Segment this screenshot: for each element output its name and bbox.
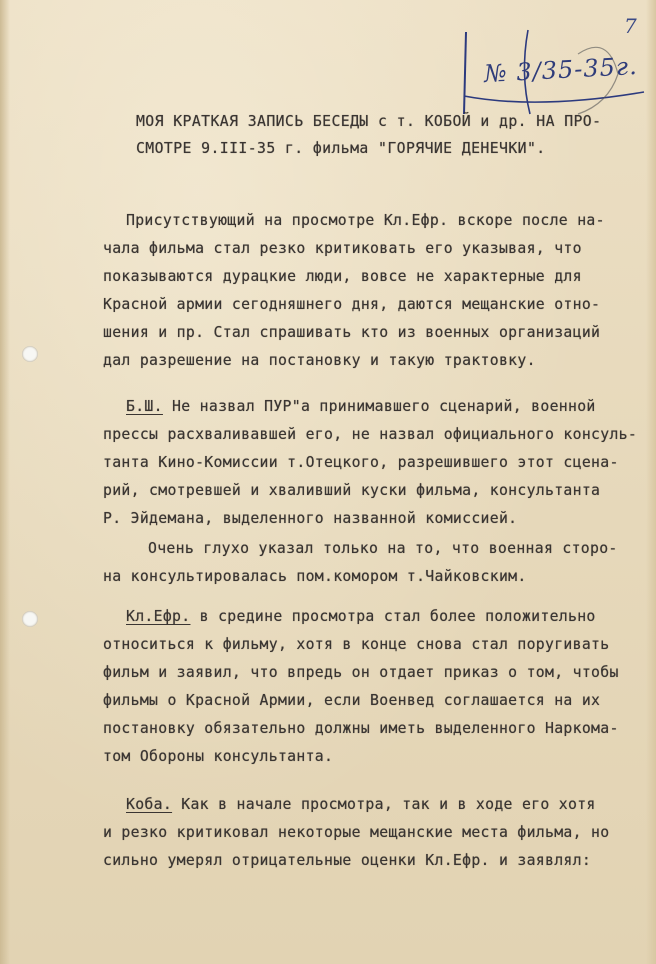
- text-line: танта Кино-Комиссии т.Отецкого, разрешившего этот сцена-: [103, 454, 619, 471]
- text-line: фильмы о Красной Армии, если Военвед соглашается на их: [103, 692, 601, 709]
- paper-edge-left: [0, 0, 10, 964]
- text-line: чала фильма стал резко критиковать его указывая, что: [103, 240, 582, 257]
- text-line: Р. Эйдемана, выделенного названной комиссией.: [103, 510, 518, 527]
- punch-hole-bottom: [22, 611, 38, 627]
- speaker-label: Коба.: [126, 796, 173, 813]
- text-line: сильно умерял отрицательные оценки Кл.Ефр. и заявлял:: [103, 852, 592, 869]
- speaker-label: Кл.Ефр.: [126, 608, 191, 625]
- text-line: в средине просмотра стал более положительно: [190, 608, 596, 625]
- text-line: на консультировалась пом.комором т.Чайковским.: [103, 568, 527, 585]
- text-line: Красной армии сегодняшнего дня, даются мещанские отно-: [103, 296, 601, 313]
- text-line: Присутствующий на просмотре Кл.Ефр. вскоре после на-: [126, 212, 605, 229]
- punch-hole-top: [22, 346, 38, 362]
- title-line-1: МОЯ КРАТКАЯ ЗАПИСЬ БЕСЕДЫ с т. КОБОЙ и др. НА ПРО-: [136, 113, 602, 130]
- text-line: показываются дурацкие люди, вовсе не характерные для: [103, 268, 582, 285]
- text-line: прессы расхваливавшей его, не назвал официального консуль-: [103, 426, 638, 443]
- text-line: Очень глухо указал только на то, что военная сторо-: [148, 540, 618, 557]
- text-line: рий, смотревшей и хваливший куски фильма, консультанта: [103, 482, 601, 499]
- text-line: фильм и заявил, что впредь он отдает приказ о том, чтобы: [103, 664, 619, 681]
- title-line-2: СМОТРЕ 9.III-35 г. фильма "ГОРЯЧИЕ ДЕНЕЧКИ".: [136, 140, 546, 157]
- text-line: и резко критиковал некоторые мещанские места фильма, но: [103, 824, 610, 841]
- text-line: Не назвал ПУР"а принимавшего сценарий, военной: [162, 398, 596, 415]
- text-line: постановку обязательно должны иметь выделенного Наркома-: [103, 720, 619, 737]
- paragraph-lead: [126, 398, 596, 415]
- text-line: шения и пр. Стал спрашивать кто из военных организаций: [103, 324, 601, 341]
- text-line: том Обороны консультанта.: [103, 748, 334, 765]
- paper-edge-right: [646, 0, 656, 964]
- archive-number: № 3/35-35г.: [483, 51, 639, 89]
- paragraph-lead: [126, 608, 596, 625]
- speaker-label: Б.Ш.: [126, 398, 163, 415]
- paragraph-lead: [126, 796, 596, 813]
- text-line: дал разрешение на постановку и такую трактовку.: [103, 352, 536, 369]
- text-line: Как в начале просмотра, так и в ходе его хотя: [172, 796, 596, 813]
- text-line: относиться к фильму, хотя в конце снова стал поругивать: [103, 636, 610, 653]
- page-number: 7: [624, 14, 637, 38]
